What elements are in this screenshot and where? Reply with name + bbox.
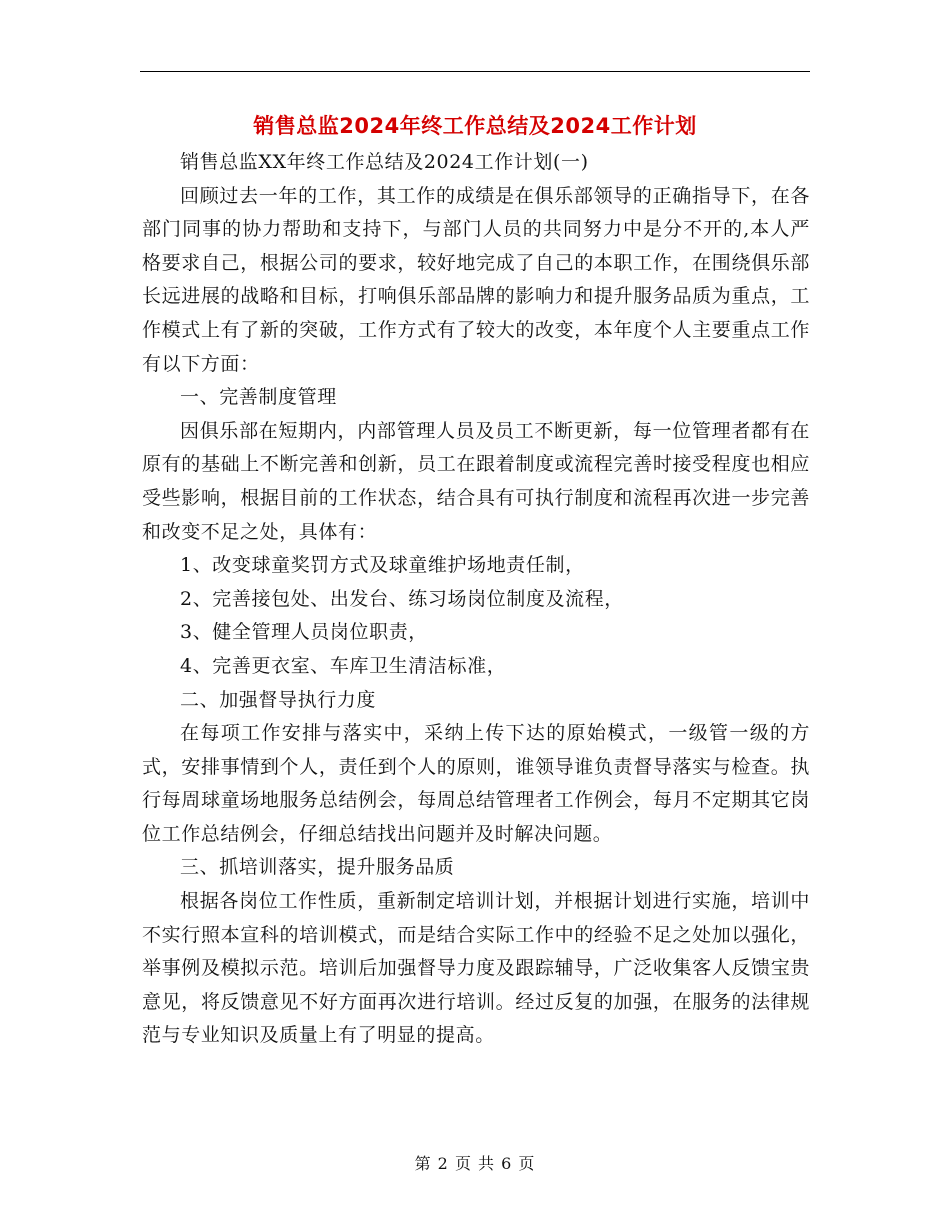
header-rule <box>140 71 810 72</box>
page-footer: 第 2 页 共 6 页 <box>414 1154 536 1173</box>
section-3-paragraph: 根据各岗位工作性质，重新制定培训计划，并根据计划进行实施，培训中不实行照本宣科的培训模式，而是结合实际工作中的经验不足之处加以强化，举事例及模拟示范。培训后加强督导力度及跟踪辅导，广泛收集客人反馈宝贵意见，将反馈意见不好方面再次进行培训。经过反复的加强，在服务的法律规范与专业知识及质量上有了明显的提高。 <box>142 890 810 1047</box>
list-item-4: 4、完善更衣室、车库卫生清洁标准， <box>180 654 507 677</box>
document-title: 销售总监2024年终工作总结及2024工作计划 <box>253 114 697 138</box>
section-heading-1: 一、完善制度管理 <box>180 386 337 409</box>
subtitle-paragraph: 销售总监XX年终工作总结及2024工作计划(一) <box>180 151 589 173</box>
list-item-2: 2、完善接包处、出发台、练习场岗位制度及流程， <box>180 587 624 610</box>
list-item-3: 3、健全管理人员岗位职责， <box>180 621 428 644</box>
document-body <box>142 146 810 1053</box>
intro-paragraph: 回顾过去一年的工作，其工作的成绩是在俱乐部领导的正确指导下，在各部门同事的协力帮助和支持下，与部门人员的共同努力中是分不开的,本人严格要求自己，根据公司的要求，较好地完成了自己的本职工作，在围绕俱乐部长远进展的战略和目标，打响俱乐部品牌的影响力和提升服务品质为重点，工作模式上有了新的突破，工作方式有了较大的改变，本年度个人主要重点工作有以下方面： <box>142 184 810 375</box>
section-2-paragraph: 在每项工作安排与落实中，采纳上传下达的原始模式，一级管一级的方式，安排事情到个人，责任到个人的原则，谁领导谁负责督导落实与检查。执行每周球童场地服务总结例会，每周总结管理者工作例会，每月不定期其它岗位工作总结例会，仔细总结找出问题并及时解决问题。 <box>142 722 810 845</box>
section-heading-2: 二、加强督导执行力度 <box>180 688 377 711</box>
list-item-1: 1、改变球童奖罚方式及球童维护场地责任制， <box>180 554 585 577</box>
section-1-paragraph: 因俱乐部在短期内，内部管理人员及员工不断更新，每一位管理者都有在原有的基础上不断完善和创新，员工在跟着制度或流程完善时接受程度也相应受些影响，根据目前的工作状态，结合具有可执行制度和流程再次进一步完善和改变不足之处，具体有： <box>142 419 810 543</box>
section-heading-3: 三、抓培训落实，提升服务品质 <box>180 856 455 879</box>
